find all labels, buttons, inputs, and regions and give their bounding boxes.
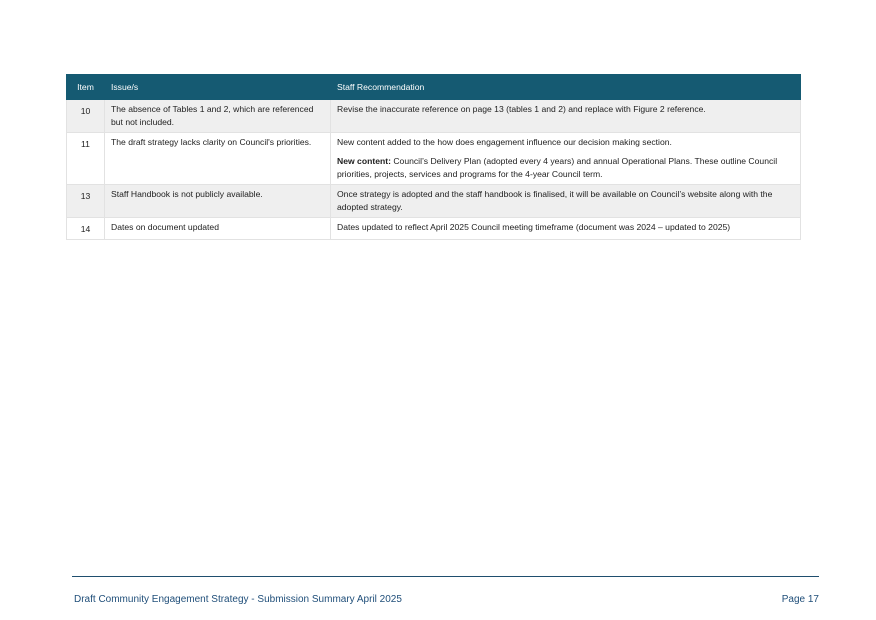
row-issue: The absence of Tables 1 and 2, which are referenced but not included.: [105, 100, 331, 133]
recommendation-text: New content added to the how does engagement influence our decision making section.: [337, 137, 672, 147]
recommendation-text: Once strategy is adopted and the staff handbook is finalised, it will be available on Council’s website along with the adopted strategy.: [337, 189, 773, 212]
row-item: 11: [67, 133, 105, 185]
row-recommendation: [331, 185, 801, 218]
recommendation-text: Dates updated to reflect April 2025 Council meeting timeframe (document was 2024 – updated to 2025): [337, 222, 731, 232]
row-recommendation: [331, 133, 801, 185]
row-item: 14: [67, 218, 105, 240]
row-item: 10: [67, 100, 105, 133]
row-recommendation: [331, 100, 801, 133]
row-issue: Dates on document updated: [105, 218, 331, 240]
recommendation-new-content: [337, 155, 794, 181]
table-row: [67, 133, 801, 185]
header-issue: Issue/s: [105, 75, 331, 100]
submission-table: [66, 74, 801, 240]
table-header-row: [67, 75, 801, 100]
recommendation-text: Revise the inaccurate reference on page 13 (tables 1 and 2) and replace with Figure 2 reference.: [337, 104, 706, 114]
table-row: [67, 100, 801, 133]
table-row: [67, 185, 801, 218]
footer-page-number: Page 17: [781, 594, 819, 605]
header-recommendation: Staff Recommendation: [331, 75, 801, 100]
footer-document-title: Draft Community Engagement Strategy - Submission Summary April 2025: [74, 594, 402, 605]
new-content-label: New content:: [337, 156, 391, 166]
table-row: [67, 218, 801, 240]
footer-divider: [72, 576, 819, 577]
new-content-text: Council’s Delivery Plan (adopted every 4 years) and annual Operational Plans. These outline Council priorities, projects, services and programs for the 4-year Council term.: [337, 156, 778, 179]
header-item: Item: [67, 75, 105, 100]
row-item: 13: [67, 185, 105, 218]
row-issue: Staff Handbook is not publicly available.: [105, 185, 331, 218]
row-recommendation: [331, 218, 801, 240]
row-issue: The draft strategy lacks clarity on Council's priorities.: [105, 133, 331, 185]
